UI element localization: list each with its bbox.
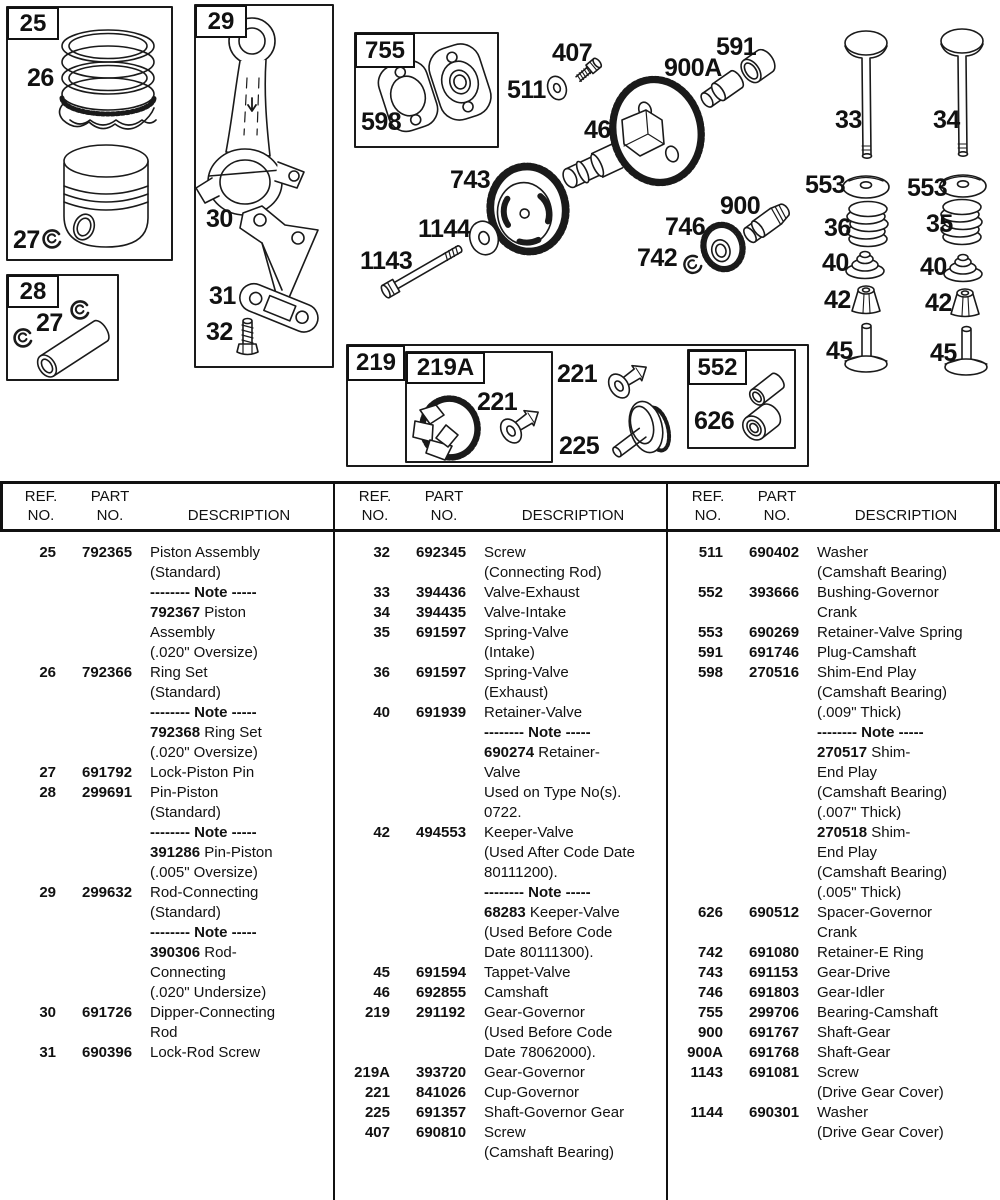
- callout-626: 626: [694, 407, 735, 435]
- part-no-cell: 691080: [749, 944, 800, 961]
- table-row: [0, 763, 333, 783]
- part-no-cell: 690810: [416, 1124, 467, 1141]
- table-row: [334, 543, 667, 583]
- table-row: [334, 623, 667, 663]
- description-cell: Gear-Governor: [484, 1064, 585, 1081]
- description-cell: Gear-Idler: [817, 984, 885, 1001]
- ref-no-cell: 626: [697, 904, 723, 921]
- part-no-cell: 692345: [416, 544, 467, 561]
- callout-32: 32: [206, 318, 233, 346]
- description-header: DESCRIPTION: [187, 507, 291, 524]
- table-row: [667, 643, 1000, 663]
- callout-40: 40: [920, 253, 947, 281]
- part-no-cell: 690269: [749, 624, 800, 641]
- part-no-cell: 691153: [749, 964, 799, 981]
- callout-31: 31: [209, 282, 236, 310]
- table-row: [334, 963, 667, 983]
- table-row: [667, 943, 1000, 963]
- description-cell: Shaft-Governor Gear: [484, 1104, 625, 1121]
- description-cell: Shaft-Gear: [817, 1044, 891, 1061]
- part-no-cell: 691939: [416, 704, 467, 721]
- part-no-cell: 691081: [749, 1064, 800, 1081]
- description-cell: Camshaft: [484, 984, 549, 1001]
- ref-no-cell: 743: [697, 964, 723, 981]
- part-no-cell: 691597: [416, 664, 467, 681]
- governor-spacer-drawing: [738, 400, 785, 444]
- description-cell: Screw (Camshaft Bearing): [484, 1124, 615, 1161]
- ref-no-cell: 32: [373, 544, 390, 561]
- governor-bushing-drawing: [747, 371, 787, 408]
- valve-spring-exhaust-drawing: [847, 202, 888, 247]
- ref-no-cell: 552: [697, 584, 723, 601]
- ref-no-cell: 598: [697, 664, 723, 681]
- part-no-cell: 691357: [416, 1104, 467, 1121]
- description-cell: Screw (Connecting Rod): [484, 544, 602, 581]
- callout-26: 26: [27, 64, 54, 92]
- callout-225: 225: [559, 432, 600, 460]
- part-no-header: PART NO.: [757, 488, 797, 524]
- table-row: [0, 783, 333, 883]
- ref-no-cell: 225: [364, 1104, 390, 1121]
- ref-no-cell: 1143: [690, 1064, 723, 1081]
- callout-35: 35: [926, 210, 953, 238]
- ref-no-cell: 900: [697, 1024, 723, 1041]
- camshaft-drawing: [559, 71, 711, 192]
- description-header: DESCRIPTION: [521, 507, 625, 524]
- part-no-cell: 394435: [416, 604, 467, 621]
- ref-no-cell: 219A: [354, 1064, 390, 1081]
- exploded-diagram: [0, 0, 1000, 480]
- table-row: [667, 623, 1000, 643]
- callout-221: 221: [477, 388, 518, 416]
- ref-no-cell: 31: [39, 1044, 56, 1061]
- description-cell: Valve-Exhaust: [484, 584, 580, 601]
- table-row: [667, 1103, 1000, 1143]
- part-no-cell: 394436: [416, 584, 467, 601]
- ref-no-header: REF. NO.: [358, 488, 392, 524]
- callout-900A: 900A: [664, 54, 722, 82]
- part-no-cell: 691594: [416, 964, 467, 981]
- callout-30: 30: [206, 205, 233, 233]
- ref-no-cell: 407: [364, 1124, 390, 1141]
- callout-34: 34: [933, 106, 960, 134]
- governor-pin-outer: [604, 357, 653, 402]
- part-no-cell: 270516: [749, 664, 800, 681]
- callout-45: 45: [930, 339, 957, 367]
- callout-1144: 1144: [418, 215, 471, 243]
- ref-no-cell: 35: [373, 624, 390, 641]
- callout-511: 511: [507, 76, 546, 104]
- washer-511-drawing: [544, 74, 569, 103]
- part-no-cell: 691768: [749, 1044, 800, 1061]
- part-no-cell: 299632: [82, 884, 133, 901]
- part-no-cell: 291192: [416, 1004, 466, 1021]
- description-header: DESCRIPTION: [854, 507, 958, 524]
- description-cell: Gear-Drive: [817, 964, 891, 981]
- table-row: [0, 1043, 333, 1063]
- part-no-cell: 792366: [82, 664, 133, 681]
- ref-no-cell: 746: [697, 984, 723, 1001]
- ref-no-cell: 46: [373, 984, 390, 1001]
- ring-set-drawing: [60, 30, 157, 129]
- table-row: [334, 983, 667, 1003]
- table-row: [667, 663, 1000, 903]
- description-cell: Retainer-Valve Spring: [817, 624, 963, 641]
- part-no-cell: 393720: [416, 1064, 467, 1081]
- description-cell: Rod-Connecting (Standard) -------- Note ----- 390306 Rod- Connecting (.020" Undersize): [150, 884, 267, 1001]
- description-cell: Screw (Drive Gear Cover): [817, 1064, 944, 1101]
- table-header-col3: [667, 481, 1000, 529]
- description-cell: Gear-Governor (Used Before Code Date 78062000).: [484, 1004, 613, 1061]
- part-no-cell: 690301: [749, 1104, 800, 1121]
- callout-221: 221: [557, 360, 598, 388]
- ref-no-cell: 42: [373, 824, 390, 841]
- table-row: [334, 823, 667, 963]
- callout-591: 591: [716, 33, 757, 61]
- part-no-cell: 690396: [82, 1044, 133, 1061]
- ref-no-cell: 36: [373, 664, 390, 681]
- ref-no-cell: 511: [698, 544, 723, 561]
- ref-no-cell: 30: [39, 1004, 56, 1021]
- ref-no-cell: 26: [39, 664, 56, 681]
- callout-900: 900: [720, 192, 761, 220]
- callout-742: 742: [637, 244, 678, 272]
- table-row: [667, 1043, 1000, 1063]
- table-row: [334, 583, 667, 603]
- description-cell: Retainer-E Ring: [817, 944, 924, 961]
- description-cell: Dipper-Connecting Rod: [150, 1004, 276, 1041]
- table-row: [667, 543, 1000, 583]
- table-row: [334, 1063, 667, 1083]
- part-no-cell: 691746: [749, 644, 800, 661]
- group-label-28: 28: [7, 275, 59, 308]
- part-no-cell: 494553: [416, 824, 467, 841]
- table-row: [0, 883, 333, 1003]
- table-row: [334, 1003, 667, 1063]
- group-label-29: 29: [195, 5, 247, 38]
- callout-27: 27: [13, 226, 40, 254]
- description-cell: Piston Assembly (Standard) -------- Note ----- 792367 Piston Assembly (.020" Oversize): [150, 544, 261, 661]
- group-label-219A: 219A: [406, 352, 485, 384]
- table-row: [334, 1123, 667, 1163]
- group-label-552: 552: [688, 350, 747, 385]
- table-header-col2: [334, 481, 667, 529]
- parts-column-3: [667, 532, 1000, 1143]
- group-label-219: 219: [347, 345, 405, 381]
- part-no-header: PART NO.: [90, 488, 130, 524]
- table-row: [667, 1023, 1000, 1043]
- table-row: [334, 603, 667, 623]
- callout-553: 553: [907, 174, 948, 202]
- valve-retainer-drawing: [846, 252, 982, 282]
- part-no-cell: 691597: [416, 624, 467, 641]
- table-row: [667, 1063, 1000, 1103]
- idler-gear-drawing: [698, 220, 749, 275]
- description-cell: Shaft-Gear: [817, 1024, 891, 1041]
- parts-column-1: [0, 532, 333, 1063]
- group-label-755: 755: [355, 33, 415, 68]
- table-header-col1: [0, 481, 333, 529]
- description-cell: Plug-Camshaft: [817, 644, 917, 661]
- table-row: [667, 983, 1000, 1003]
- piston-drawing: [64, 145, 148, 247]
- description-cell: Bushing-Governor Crank: [817, 584, 939, 621]
- parts-column-2: [334, 532, 667, 1163]
- description-cell: Retainer-Valve -------- Note ----- 690274 Retainer- Valve Used on Type No(s). 0722.: [484, 704, 622, 821]
- description-cell: Spacer-Governor Crank: [817, 904, 933, 941]
- callout-598: 598: [361, 108, 402, 136]
- description-cell: Cup-Governor: [484, 1084, 580, 1101]
- ref-no-cell: 553: [697, 624, 723, 641]
- e-ring-drawing: [682, 254, 703, 275]
- table-row: [0, 663, 333, 763]
- callout-46: 46: [584, 116, 611, 144]
- ref-no-cell: 45: [373, 964, 390, 981]
- ref-no-cell: 40: [373, 704, 390, 721]
- valve-tappet-drawing: [845, 324, 987, 375]
- description-cell: Lock-Piston Pin: [150, 764, 255, 781]
- callout-45: 45: [826, 337, 853, 365]
- ref-no-cell: 28: [39, 784, 56, 801]
- ref-no-cell: 742: [697, 944, 723, 961]
- callout-407: 407: [552, 39, 593, 67]
- callout-33: 33: [835, 106, 862, 134]
- description-cell: Bearing-Camshaft: [817, 1004, 938, 1021]
- ref-no-cell: 1144: [690, 1104, 723, 1121]
- group-label-25: 25: [7, 7, 59, 40]
- table-row: [0, 1003, 333, 1043]
- description-cell: Pin-Piston (Standard) -------- Note ----- 391286 Pin-Piston (.005" Oversize): [150, 784, 273, 881]
- callout-27: 27: [36, 309, 63, 337]
- rod-screw-drawing: [237, 319, 258, 355]
- part-no-cell: 691792: [82, 764, 133, 781]
- table-row: [667, 583, 1000, 623]
- part-no-cell: 299691: [82, 784, 133, 801]
- ref-no-cell: 591: [697, 644, 723, 661]
- part-no-cell: 690402: [749, 544, 800, 561]
- valve-keeper-drawing: [852, 286, 979, 317]
- table-row: [334, 1083, 667, 1103]
- ref-no-cell: 27: [39, 764, 56, 781]
- ref-no-cell: 221: [364, 1084, 390, 1101]
- description-cell: Tappet-Valve: [484, 964, 571, 981]
- callout-42: 42: [925, 289, 952, 317]
- description-cell: Lock-Rod Screw: [150, 1044, 261, 1061]
- callout-40: 40: [822, 249, 849, 277]
- table-row: [0, 543, 333, 663]
- ref-no-cell: 900A: [687, 1044, 723, 1061]
- valve-exhaust-drawing: [845, 31, 887, 158]
- description-cell: Shim-End Play (Camshaft Bearing) (.009" Thick) -------- Note ----- 270517 Shim- End Play (Camshaft Bearing) (.007" Thick) 270518 Shim- End Play (Camshaft Bearing) (.005" Thick): [817, 664, 948, 901]
- connecting-rod-drawing: [196, 18, 304, 215]
- ref-no-cell: 29: [39, 884, 56, 901]
- governor-gear-drawing: [413, 393, 484, 463]
- callout-42: 42: [824, 286, 851, 314]
- callout-1143: 1143: [360, 247, 413, 275]
- description-cell: Valve-Intake: [484, 604, 567, 621]
- ref-no-header: REF. NO.: [24, 488, 58, 524]
- callout-36: 36: [824, 214, 851, 242]
- part-no-cell: 393666: [749, 584, 800, 601]
- callout-553: 553: [805, 171, 846, 199]
- callout-746: 746: [665, 213, 706, 241]
- ref-no-cell: 219: [364, 1004, 390, 1021]
- description-cell: Keeper-Valve (Used After Code Date 80111200). -------- Note ----- 68283 Keeper-Valve (Used Before Code Date 80111300).: [484, 824, 635, 961]
- description-cell: Spring-Valve (Exhaust): [484, 664, 569, 701]
- description-cell: Washer (Camshaft Bearing): [817, 544, 948, 581]
- table-row: [667, 963, 1000, 983]
- part-no-cell: 692855: [416, 984, 467, 1001]
- parts-table: [0, 481, 1000, 1200]
- ref-no-cell: 25: [39, 544, 56, 561]
- part-no-cell: 299706: [749, 1004, 800, 1021]
- ref-no-header: REF. NO.: [691, 488, 725, 524]
- table-row: [667, 1003, 1000, 1023]
- part-no-cell: 691726: [82, 1004, 133, 1021]
- ref-no-cell: 34: [373, 604, 390, 621]
- part-no-cell: 690512: [749, 904, 800, 921]
- part-no-cell: 841026: [416, 1084, 467, 1101]
- description-cell: Ring Set (Standard) -------- Note ----- 792368 Ring Set (.020" Oversize): [150, 664, 262, 761]
- description-cell: Spring-Valve (Intake): [484, 624, 569, 661]
- callout-743: 743: [450, 166, 491, 194]
- part-no-cell: 691803: [749, 984, 800, 1001]
- table-row: [667, 903, 1000, 943]
- part-no-cell: 691767: [749, 1024, 800, 1041]
- table-row: [334, 1103, 667, 1123]
- valve-intake-drawing: [941, 29, 983, 156]
- governor-shaft-drawing: [611, 398, 673, 458]
- part-no-header: PART NO.: [424, 488, 464, 524]
- part-no-cell: 792365: [82, 544, 133, 561]
- description-cell: Washer (Drive Gear Cover): [817, 1104, 944, 1141]
- ref-no-cell: 755: [697, 1004, 723, 1021]
- table-row: [334, 703, 667, 823]
- ref-no-cell: 33: [373, 584, 390, 601]
- table-row: [334, 663, 667, 703]
